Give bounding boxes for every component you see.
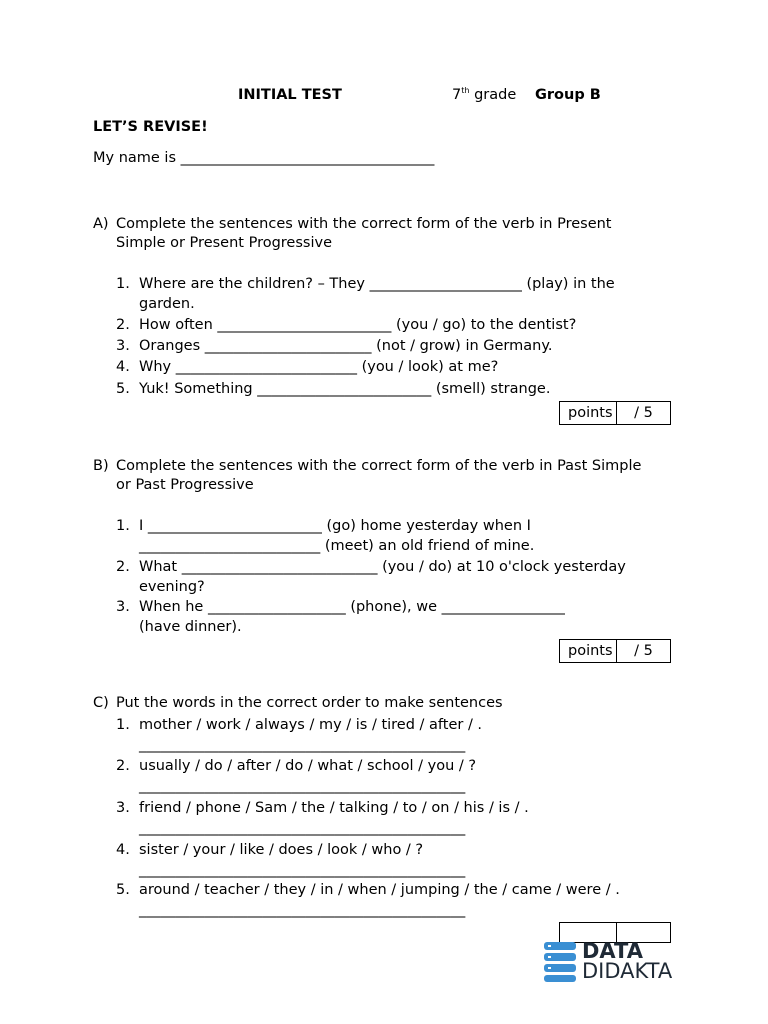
answer-line[interactable]: _____________________________________________	[139, 902, 466, 918]
item-number: 3.	[116, 599, 130, 615]
item-number: 2.	[116, 559, 130, 575]
item-prompt: sister / your / like / does / look / who / ?	[139, 842, 424, 858]
item-text[interactable]: Why _________________________ (you / look) at me?	[139, 359, 499, 375]
item-text[interactable]: Where are the children? – They _____________________ (play) in the	[139, 276, 615, 292]
item-text-cont: evening?	[139, 579, 205, 595]
item-number: 3.	[116, 800, 130, 816]
item-number: 1.	[116, 717, 130, 733]
item-text[interactable]: How often ________________________ (you / go) to the dentist?	[139, 317, 577, 333]
name-field[interactable]: My name is ___________________________________	[93, 150, 435, 166]
data-didakta-logo	[544, 941, 684, 983]
item-text[interactable]: What ___________________________ (you / do) at 10 o'clock yesterday	[139, 559, 626, 575]
section-b-instruction-line2: or Past Progressive	[116, 477, 254, 493]
item-text-cont: garden.	[139, 296, 195, 312]
section-a-instruction-line2: Simple or Present Progressive	[116, 235, 332, 251]
item-text-cont: (have dinner).	[139, 619, 242, 635]
grade-number: 7	[452, 87, 462, 103]
test-title: INITIAL TEST	[238, 87, 342, 103]
item-number: 4.	[116, 359, 130, 375]
section-a-marker: A)	[93, 216, 109, 232]
section-c-instruction: Put the words in the correct order to make sentences	[116, 695, 503, 711]
revise-heading: LET’S REVISE!	[93, 119, 208, 135]
grade-suffix: th	[461, 86, 470, 95]
points-total: / 5	[634, 643, 653, 659]
item-prompt: around / teacher / they / in / when / jumping / the / came / were / .	[139, 882, 620, 898]
item-prompt: friend / phone / Sam / the / talking / to / on / his / is / .	[139, 800, 529, 816]
item-text[interactable]: When he ___________________ (phone), we _________________	[139, 599, 565, 615]
logo-text-didakta: DIDAKTA	[582, 959, 673, 983]
item-text[interactable]: Oranges _______________________ (not / grow) in Germany.	[139, 338, 553, 354]
item-number: 5.	[116, 381, 130, 397]
section-b-marker: B)	[93, 458, 109, 474]
section-a-instruction-line1: Complete the sentences with the correct form of the verb in Present	[116, 216, 612, 232]
points-label: points	[560, 402, 617, 424]
section-b-instruction-line1: Complete the sentences with the correct form of the verb in Past Simple	[116, 458, 642, 474]
item-text[interactable]: I ________________________ (go) home yesterday when I	[139, 518, 531, 534]
item-prompt: mother / work / always / my / is / tired / after / .	[139, 717, 483, 733]
grade-label	[452, 87, 516, 103]
item-prompt: usually / do / after / do / what / school / you / ?	[139, 758, 477, 774]
points-total: / 5	[634, 405, 653, 421]
points-box	[559, 401, 671, 425]
group-label: Group B	[535, 87, 601, 103]
item-text-cont[interactable]: _________________________ (meet) an old friend of mine.	[139, 538, 535, 554]
item-number: 3.	[116, 338, 130, 354]
answer-line[interactable]: _____________________________________________	[139, 737, 466, 753]
item-number: 1.	[116, 276, 130, 292]
item-number: 1.	[116, 518, 130, 534]
answer-line[interactable]: _____________________________________________	[139, 778, 466, 794]
grade-word: grade	[474, 87, 517, 103]
item-text[interactable]: Yuk! Something ________________________ (smell) strange.	[139, 381, 551, 397]
item-number: 2.	[116, 317, 130, 333]
section-c-marker: C)	[93, 695, 109, 711]
item-number: 2.	[116, 758, 130, 774]
points-label: points	[560, 640, 617, 662]
database-icon	[544, 942, 576, 982]
answer-line[interactable]: _____________________________________________	[139, 820, 466, 836]
answer-line[interactable]: _____________________________________________	[139, 862, 466, 878]
item-number: 4.	[116, 842, 130, 858]
item-number: 5.	[116, 882, 130, 898]
logo-text-data: DATA	[582, 939, 644, 963]
points-box	[559, 639, 671, 663]
